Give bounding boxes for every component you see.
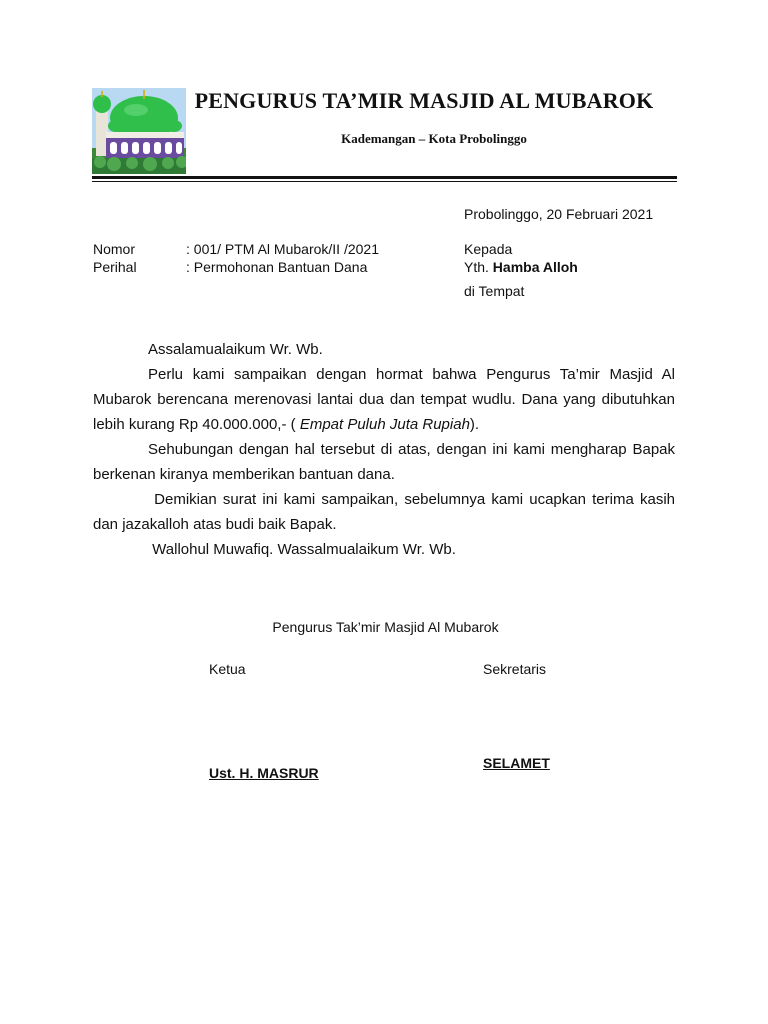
closing: [93, 537, 675, 562]
letterhead-title: PENGURUS TA’MIR MASJID AL MUBAROK: [194, 88, 654, 113]
paragraph-1-end: ).: [469, 416, 480, 433]
recipient-kepada: Kepada: [464, 241, 513, 257]
letterhead-subtitle: Kademangan – Kota Probolinggo: [341, 131, 527, 146]
paragraph-2-text: Sehubungan dengan hal tersebut di atas, dengan ini kami mengharap Bapak berkenan kiranya memberikan bantuan dana.: [93, 441, 675, 483]
paragraph-3: [93, 487, 675, 537]
closing-text: Wallohul Muwafiq. Wassalmualaikum Wr. Wb.: [148, 541, 456, 558]
perihal-value: : Permohonan Bantuan Dana: [186, 259, 368, 275]
mosque-icon: [92, 88, 186, 174]
paragraph-3-text: Demikian surat ini kami sampaikan, sebelumnya kami ucapkan terima kasih dan jazakalloh atas budi baik Bapak.: [93, 491, 675, 533]
paragraph-1: [93, 362, 675, 437]
recipient-place: di Tempat: [464, 283, 525, 299]
recipient-name: Hamba Alloh: [492, 259, 578, 275]
nomor-value: : 001/ PTM Al Mubarok/II /2021: [186, 241, 379, 257]
paragraph-2: [93, 437, 675, 487]
paragraph-1-text: Perlu kami sampaikan dengan hormat bahwa Pengurus Ta’mir Masjid Al Mubarok berencana merenovasi lantai dua dan tempat wudlu. Dana yang dibutuhkan lebih kurang Rp 40.000.000,- (: [93, 366, 675, 433]
ketua-name: Ust. H. MASRUR: [209, 765, 319, 781]
ketua-label: Ketua: [209, 661, 246, 677]
perihal-label: Perihal: [93, 259, 137, 275]
nomor-label: Nomor: [93, 241, 136, 257]
letterhead-rule: [92, 176, 677, 179]
date-line: Probolinggo, 20 Februari 2021: [464, 206, 654, 222]
salam-text: Assalamualaikum Wr. Wb.: [148, 341, 323, 358]
signature-org: Pengurus Tak’mir Masjid Al Mubarok: [272, 619, 499, 635]
sekretaris-label: Sekretaris: [483, 661, 547, 677]
amount-in-words: Empat Puluh Juta Rupiah: [299, 416, 470, 433]
salam: [93, 337, 675, 362]
recipient-yth-prefix: Yth.: [464, 259, 493, 275]
sekretaris-name: SELAMET: [483, 755, 550, 771]
recipient-yth: [464, 258, 578, 276]
letterhead-rule-thin: [92, 181, 677, 182]
